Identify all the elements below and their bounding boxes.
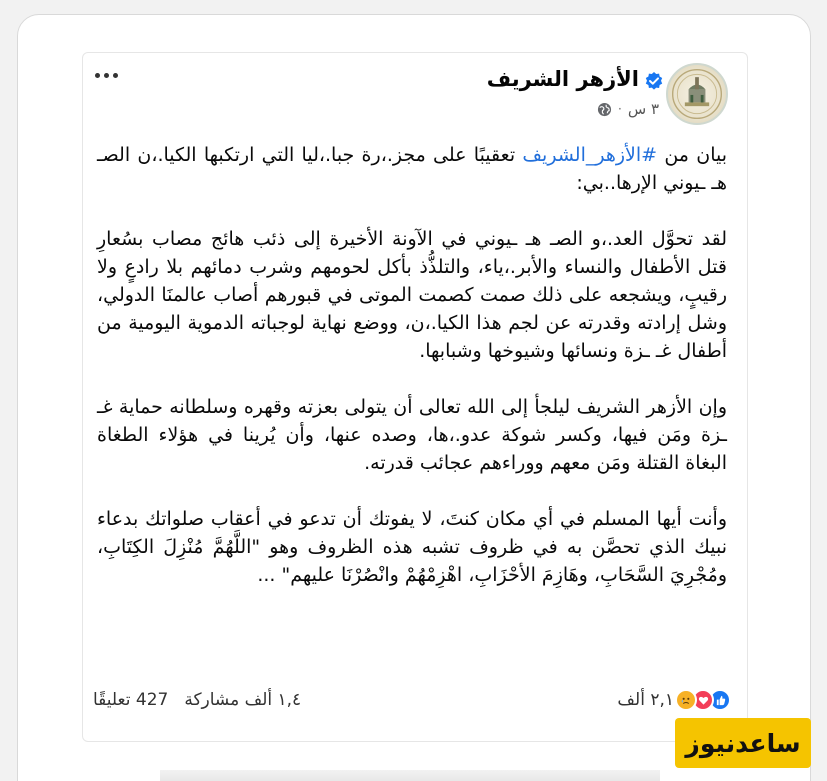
more-options-icon[interactable] bbox=[95, 67, 125, 83]
page-name[interactable]: الأزهر الشريف bbox=[486, 67, 639, 91]
globe-icon bbox=[597, 102, 612, 117]
meta-separator: · bbox=[618, 102, 622, 116]
intro-rest: تعقيبًا على مجز.،رة جبا.،ليا التي ارتكبها الكيا.،ن الصـ هـ ـيوني الإرها..بي: bbox=[97, 144, 727, 194]
avatar[interactable] bbox=[666, 63, 728, 125]
post-paragraph: وإن الأزهر الشريف ليلجأ إلى الله تعالى أن يتولى بعزته وقهره وسلطانه حماية غـ ـزة ومَن فيها، وكسر شوكة عدو.،ها، وصده عنها، وأن يُرينا في هؤلاء الطغاة البغاة القتلة ومَن معهم ووراءهم عجائب قدرته. bbox=[97, 396, 727, 474]
reactions-count[interactable]: ٢,١ ألف bbox=[617, 690, 674, 710]
reactions-summary[interactable] bbox=[617, 689, 731, 711]
post-paragraph: وأنت أيها المسلم في أي مكان كنتَ، لا يفوتك أن تدعو في أعقاب صلواتك بدعاء نبيك الذي تحصَّن به في ظروف تشبه هذه الظروف وهو "اللَّهُمَّ مُنْزِلَ الكِتَابِ، ومُجْرِيَ السَّحَابِ، وهَازِمَ الأحْزَابِ، اهْزِمْهُمْ وانْصُرْنَا عليهم" ... bbox=[97, 508, 727, 586]
post-time[interactable]: ٣ س bbox=[627, 100, 659, 118]
verified-badge-icon bbox=[644, 71, 664, 91]
comments-count[interactable]: 427 تعليقًا bbox=[93, 690, 169, 710]
reaction-icons bbox=[680, 689, 731, 711]
intro-prefix: بيان من bbox=[657, 144, 728, 166]
hashtag-link[interactable]: #الأزهر_الشريف bbox=[522, 144, 658, 166]
sad-icon bbox=[675, 689, 697, 711]
post-meta bbox=[597, 100, 659, 118]
facebook-post bbox=[82, 52, 748, 742]
post-intro bbox=[97, 141, 727, 197]
watermark-text: ساعدنیوز bbox=[685, 728, 801, 758]
bottom-edge bbox=[160, 770, 660, 781]
al-azhar-logo-icon bbox=[668, 65, 726, 123]
post-paragraph: لقد تحوَّل العد.،و الصـ هـ ـيوني في الآونة الأخيرة إلى ذئب هائج مصاب بسُعارِ قتل الأطفال والنساء والأبر.،ياء، والتلذُّذ بأكل لحومهم وشرب دمائهم بلا رادعٍ ولا رقيبٍ، ويشجعه على ذلك صمت كصمت الموتى في قبورهم أصاب عالمنَا الدولي، وشل إرادته وقدرته عن لجم هذا الكيا.،ن، ووضع نهاية لوجباته الدموية اليومية من أطفال غـ ـزة ونسائها وشيوخها وشبابها. bbox=[97, 228, 727, 362]
post-body bbox=[97, 141, 727, 589]
shares-count[interactable]: ١,٤ ألف مشاركة bbox=[184, 690, 302, 710]
post-footer bbox=[93, 685, 731, 715]
engagement-stats bbox=[93, 690, 301, 710]
site-watermark bbox=[675, 718, 811, 768]
